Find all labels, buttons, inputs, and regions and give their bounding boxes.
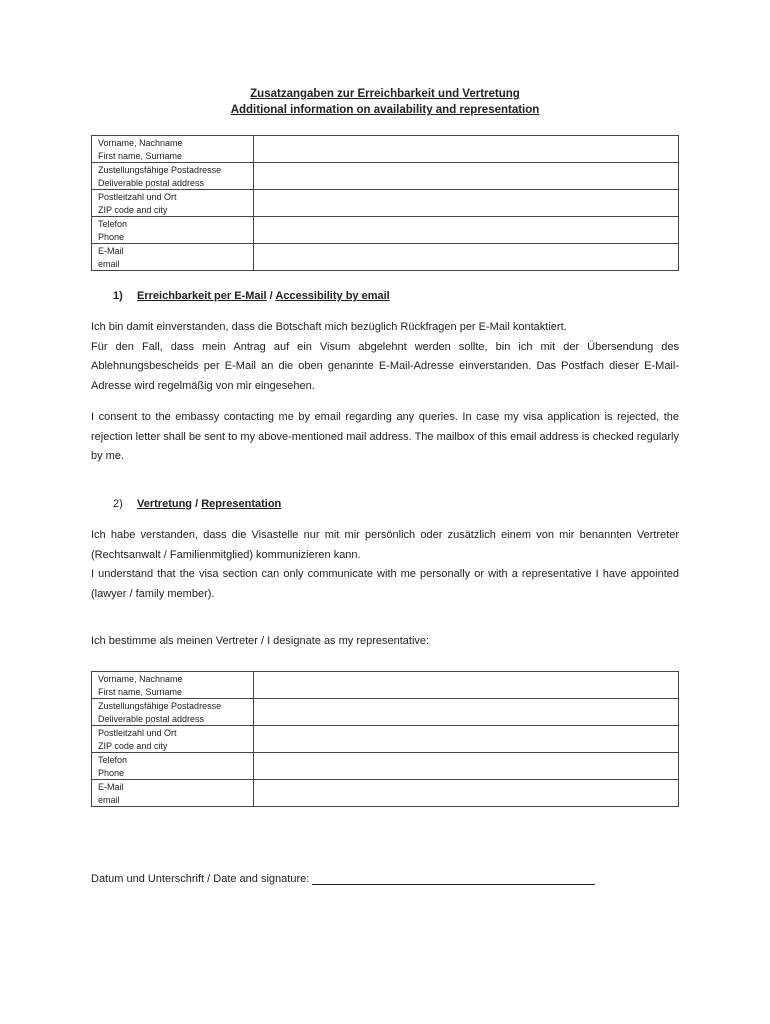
- signature-field[interactable]: [312, 871, 595, 885]
- row-label: [92, 672, 254, 699]
- label-en: Deliverable postal address: [98, 713, 205, 724]
- table-row: [92, 190, 679, 217]
- section1-paragraph-de: [91, 318, 679, 396]
- table-row: [92, 136, 679, 163]
- label-en: Phone: [98, 231, 125, 242]
- table-row: [92, 726, 679, 753]
- label-en: Deliverable postal address: [98, 177, 205, 188]
- representative-table: [91, 671, 679, 807]
- rep-zip-city-field[interactable]: [254, 726, 679, 753]
- row-label: [92, 163, 254, 190]
- row-label: [92, 136, 254, 163]
- applicant-table: [91, 135, 679, 271]
- name-field[interactable]: [254, 136, 679, 163]
- zip-city-field[interactable]: [254, 190, 679, 217]
- label-de: Vorname, Nachname: [98, 674, 183, 684]
- section1-number: 1): [113, 290, 123, 302]
- section2-number: 2): [113, 498, 123, 510]
- label-de: E-Mail: [98, 782, 124, 792]
- label-en: ZIP code and city: [98, 204, 168, 215]
- phone-field[interactable]: [254, 217, 679, 244]
- label-en: Phone: [98, 767, 125, 778]
- label-de: Zustellungsfähige Postadresse: [98, 701, 222, 711]
- designate-representative-text: Ich bestimme als meinen Vertreter / I designate as my representative:: [91, 635, 430, 647]
- rep-email-field[interactable]: [254, 780, 679, 807]
- table-row: [92, 163, 679, 190]
- label-en: email: [98, 794, 120, 805]
- section2-paragraph: [91, 526, 679, 604]
- table-row: [92, 672, 679, 699]
- table-row: [92, 780, 679, 807]
- section1-separator: /: [269, 290, 273, 302]
- rep-phone-field[interactable]: [254, 753, 679, 780]
- section2-text-en: I understand that the visa section can only communicate with me personally or with a representative I have appointed (lawyer / family member).: [91, 568, 679, 600]
- label-de: Telefon: [98, 219, 128, 229]
- signature-line: [91, 871, 595, 885]
- table-row: [92, 244, 679, 271]
- title-english: Additional information on availability and representation: [230, 104, 540, 116]
- label-de: Telefon: [98, 755, 128, 765]
- section1-text-de-1: Ich bin damit einverstanden, dass die Botschaft mich bezüglich Rückfragen per E-Mail kontaktiert.: [91, 321, 567, 333]
- section2-separator: /: [195, 498, 199, 510]
- rep-name-field[interactable]: [254, 672, 679, 699]
- table-row: [92, 753, 679, 780]
- label-de: Zustellungsfähige Postadresse: [98, 165, 222, 175]
- table-row: [92, 699, 679, 726]
- label-en: email: [98, 258, 120, 269]
- label-en: First name, Surname: [98, 150, 183, 161]
- section1-heading: [113, 290, 390, 302]
- label-de: Postleitzahl und Ort: [98, 192, 177, 202]
- email-field[interactable]: [254, 244, 679, 271]
- postal-address-field[interactable]: [254, 163, 679, 190]
- section2-heading: [113, 498, 281, 510]
- section1-title-en: Accessibility by email: [275, 290, 390, 302]
- row-label: [92, 699, 254, 726]
- section1-paragraph-en: I consent to the embassy contacting me by email regarding any queries. In case my visa application is rejected, the rejection letter shall be sent to my above-mentioned mail address. The mailbox of this email address is checked regularly by me.: [91, 411, 679, 462]
- section1-title-de: Erreichbarkeit per E-Mail: [137, 290, 267, 302]
- table-row: [92, 217, 679, 244]
- label-de: Vorname, Nachname: [98, 138, 183, 148]
- label-de: E-Mail: [98, 246, 124, 256]
- row-label: [92, 753, 254, 780]
- row-label: [92, 780, 254, 807]
- section2-title-de: Vertretung: [137, 498, 193, 510]
- label-en: First name, Surname: [98, 686, 183, 697]
- label-de: Postleitzahl und Ort: [98, 728, 177, 738]
- section2-title-en: Representation: [201, 498, 282, 510]
- row-label: [92, 244, 254, 271]
- section2-text-de: Ich habe verstanden, dass die Visastelle nur mit mir persönlich oder zusätzlich einem von mir benannten Vertreter (Rechtsanwalt / Familienmitglied) kommunizieren kann.: [91, 529, 679, 561]
- rep-postal-address-field[interactable]: [254, 699, 679, 726]
- row-label: [92, 726, 254, 753]
- label-en: ZIP code and city: [98, 740, 168, 751]
- section1-text-de-2: Für den Fall, dass mein Antrag auf ein Visum abgelehnt werden sollte, bin ich mit der Übersendung des Ablehnungsbescheids per E-Mail an die oben genannte E-Mail-Adresse einverstanden. Das Postfach dieser E-Mail-Adresse wird regelmäßig von mir eingesehen.: [91, 340, 679, 392]
- row-label: [92, 190, 254, 217]
- signature-label: Datum und Unterschrift / Date and signature:: [91, 873, 310, 885]
- title-german: Zusatzangaben zur Erreichbarkeit und Vertretung: [250, 88, 520, 100]
- row-label: [92, 217, 254, 244]
